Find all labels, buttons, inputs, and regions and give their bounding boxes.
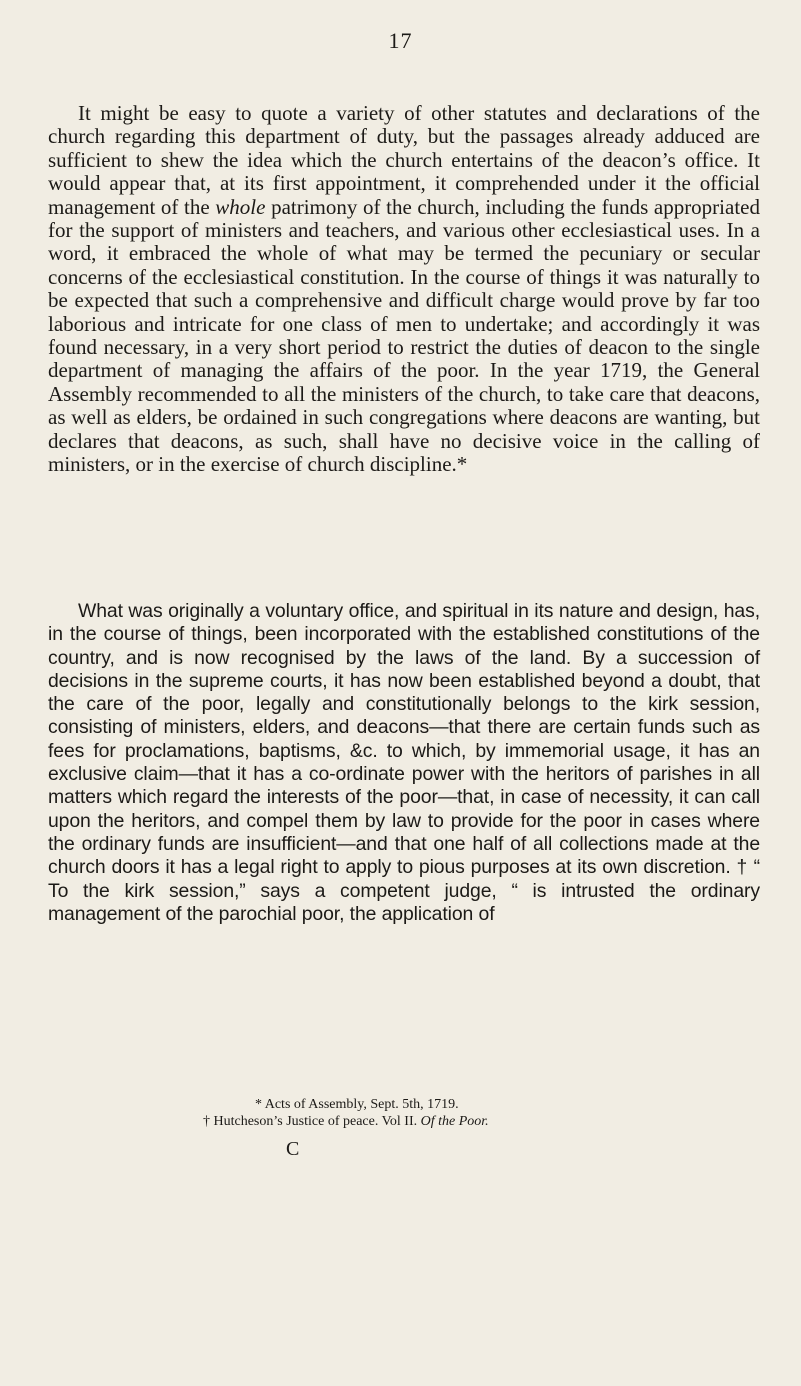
signature-mark: C xyxy=(286,1138,300,1160)
paragraph-1 xyxy=(48,102,760,477)
footnote-2-italic: Of the Poor. xyxy=(420,1114,489,1129)
footnote-1: * Acts of Assembly, Sept. 5th, 1719. xyxy=(255,1097,459,1112)
paragraph-1-emphasis: whole xyxy=(215,194,266,219)
footnote-2-text: † Hutcheson’s Justice of peace. Vol II. xyxy=(203,1114,421,1129)
paragraph-2: What was originally a voluntary office, and spiritual in its nature and design, has, in the course of things, been incorporated with the established constitutions of the country, and is now recognised by the laws of the land. By a succession of decisions in the supreme courts, it has now been established beyond a doubt, that the care of the poor, legally and constitutionally belongs to the kirk session, consisting of ministers, elders, and deacons—that there are certain funds such as fees for proclamations, baptisms, &c. to which, by immemorial usage, it has an exclusive claim—that it has a co-ordinate power with the heritors of parishes in all matters which regard the interests of the poor—that, in case of necessity, it can call upon the heritors, and compel them by law to provide for the poor in cases where the ordinary funds are insufficient—and that one half of all collections made at the church doors it has a legal right to apply to pious purposes at its own discretion. † “ To the kirk session,” says a competent judge, “ is intrusted the ordinary management of the parochial poor, the application of xyxy=(48,600,760,925)
paragraph-1-text-a: It might be easy to quote a variety of other statutes and declarations of the church regarding this department of duty, but the passages already adduced are sufficient to shew the idea which the church entertains of the deacon’s office. It would appear that, at its first appointment, it comprehended under it the official management of the xyxy=(48,101,760,219)
paragraph-1-text-b: patrimony of the church, including the funds appropriated for the support of ministers and teachers, and various other ecclesiastical uses. In a word, it embraced the whole of what may be termed the pecuniary or secular concerns of the ecclesiastical constitution. In the course of things it was naturally to be expected that such a comprehensive and difficult charge would prove by far too laborious and intricate for one class of men to undertake; and accordingly it was found necessary, in a very short period to restrict the duties of deacon to the single department of managing the affairs of the poor. In the year 1719, the General Assembly recommended to all the ministers of the church, to take care that deacons, as well as elders, be ordained in such congregations where deacons are wanting, but declares that deacons, as such, shall have no decisive voice in the calling of ministers, or in the exercise of church discipline.* xyxy=(48,194,760,477)
page-number: 17 xyxy=(388,28,413,53)
footnote-2 xyxy=(203,1114,489,1130)
